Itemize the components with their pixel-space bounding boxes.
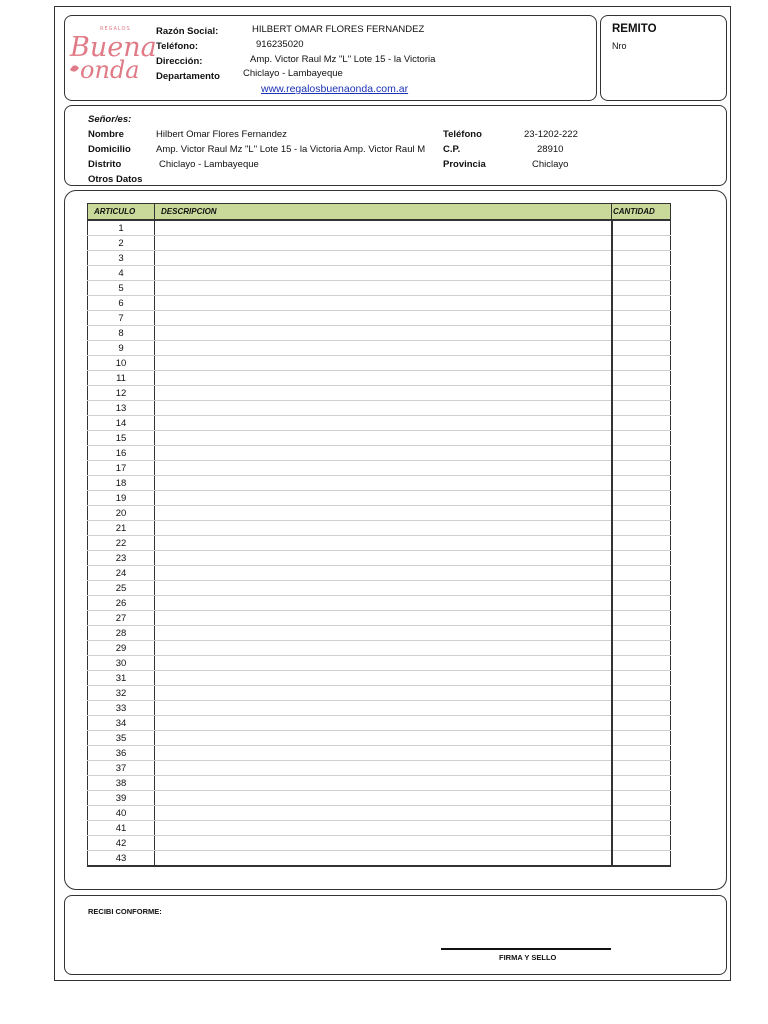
row-description-cell[interactable] [155,671,612,686]
row-description-cell[interactable] [155,251,612,266]
cp-value: 28910 [537,144,564,155]
row-quantity-cell[interactable] [612,476,671,491]
row-number: 20 [88,506,155,521]
table-row [88,746,671,761]
row-description-cell[interactable] [155,371,612,386]
row-description-cell[interactable] [155,491,612,506]
table-row [88,641,671,656]
row-number: 35 [88,731,155,746]
row-quantity-cell[interactable] [612,356,671,371]
row-number: 25 [88,581,155,596]
row-number: 29 [88,641,155,656]
table-row [88,266,671,281]
website-link[interactable]: www.regalosbuenaonda.com.ar [261,83,409,95]
otros-label: Otros Datos [88,174,143,185]
nombre-label: Nombre [88,129,124,140]
signature-box [64,895,727,975]
row-description-cell[interactable] [155,431,612,446]
row-number: 3 [88,251,155,266]
table-row [88,806,671,821]
telefono-value: 23-1202-222 [524,129,578,140]
row-number: 23 [88,551,155,566]
row-description-cell[interactable] [155,356,612,371]
row-number: 10 [88,356,155,371]
table-row [88,551,671,566]
table-row [88,836,671,851]
table-row [88,446,671,461]
row-quantity-cell[interactable] [612,806,671,821]
table-row [88,761,671,776]
table-row [88,626,671,641]
row-description-cell[interactable] [155,236,612,251]
row-quantity-cell[interactable] [612,371,671,386]
row-quantity-cell[interactable] [612,581,671,596]
row-quantity-cell[interactable] [612,776,671,791]
row-description-cell[interactable] [155,686,612,701]
row-number: 17 [88,461,155,476]
table-row [88,686,671,701]
table-row [88,296,671,311]
row-quantity-cell[interactable] [612,296,671,311]
tel-label: Teléfono: [156,41,199,52]
row-number: 40 [88,806,155,821]
row-number: 42 [88,836,155,851]
row-description-cell[interactable] [155,326,612,341]
row-description-cell[interactable] [155,581,612,596]
row-number: 12 [88,386,155,401]
row-quantity-cell[interactable] [612,536,671,551]
row-quantity-cell[interactable] [612,326,671,341]
table-row [88,791,671,806]
row-description-cell[interactable] [155,401,612,416]
items-body [88,220,671,866]
row-quantity-cell[interactable] [612,671,671,686]
row-description-cell[interactable] [155,446,612,461]
row-number: 39 [88,791,155,806]
table-row [88,671,671,686]
row-description-cell[interactable] [155,836,612,851]
buena-onda-logo [66,22,157,84]
table-row [88,356,671,371]
row-number: 36 [88,746,155,761]
row-quantity-cell[interactable] [612,446,671,461]
nro-label: Nro [612,41,627,51]
row-number: 27 [88,611,155,626]
row-quantity-cell[interactable] [612,251,671,266]
row-description-cell[interactable] [155,641,612,656]
table-row [88,581,671,596]
table-row [88,776,671,791]
table-row [88,566,671,581]
row-description-cell[interactable] [155,701,612,716]
row-description-cell[interactable] [155,761,612,776]
table-row [88,821,671,836]
firma-label: FIRMA Y SELLO [499,953,557,962]
row-quantity-cell[interactable] [612,461,671,476]
row-description-cell[interactable] [155,806,612,821]
row-number: 19 [88,491,155,506]
recibi-label: RECIBI CONFORME: [88,907,162,916]
row-description-cell[interactable] [155,266,612,281]
row-quantity-cell[interactable] [612,266,671,281]
row-number: 14 [88,416,155,431]
row-quantity-cell[interactable] [612,656,671,671]
row-description-cell[interactable] [155,521,612,536]
table-row [88,461,671,476]
table-row [88,416,671,431]
row-number: 4 [88,266,155,281]
row-description-cell[interactable] [155,776,612,791]
row-quantity-cell[interactable] [612,386,671,401]
items-table [87,203,671,867]
table-row [88,731,671,746]
row-description-cell[interactable] [155,746,612,761]
row-description-cell[interactable] [155,731,612,746]
row-description-cell[interactable] [155,341,612,356]
row-number: 15 [88,431,155,446]
table-row [88,656,671,671]
razon-value: HILBERT OMAR FLORES FERNANDEZ [252,24,425,35]
row-description-cell[interactable] [155,416,612,431]
row-quantity-cell[interactable] [612,416,671,431]
dep-label: Departamento [156,71,220,82]
row-quantity-cell[interactable] [612,716,671,731]
table-row [88,386,671,401]
row-description-cell[interactable] [155,596,612,611]
row-number: 38 [88,776,155,791]
cp-label: C.P. [443,144,461,155]
row-quantity-cell[interactable] [612,311,671,326]
row-number: 5 [88,281,155,296]
row-number: 28 [88,626,155,641]
row-number: 13 [88,401,155,416]
table-row [88,536,671,551]
header-cantidad: CANTIDAD [612,204,671,221]
table-row [88,251,671,266]
distrito-label: Distrito [88,159,122,170]
row-quantity-cell[interactable] [612,851,671,867]
row-description-cell[interactable] [155,386,612,401]
row-number: 7 [88,311,155,326]
logo-small-text: REGALOS [100,26,131,32]
row-number: 37 [88,761,155,776]
row-quantity-cell[interactable] [612,281,671,296]
header-articulo: ARTICULO [88,204,155,221]
row-quantity-cell[interactable] [612,521,671,536]
row-description-cell[interactable] [155,296,612,311]
header-descripcion: DESCRIPCION [155,204,612,221]
row-description-cell[interactable] [155,626,612,641]
row-number: 43 [88,851,155,867]
table-row [88,281,671,296]
row-quantity-cell[interactable] [612,431,671,446]
table-row [88,596,671,611]
signature-line [441,948,611,950]
row-quantity-cell[interactable] [612,641,671,656]
row-number: 31 [88,671,155,686]
row-number: 2 [88,236,155,251]
razon-label: Razón Social: [156,26,219,37]
row-quantity-cell[interactable] [612,341,671,356]
row-quantity-cell[interactable] [612,821,671,836]
row-description-cell[interactable] [155,506,612,521]
row-quantity-cell[interactable] [612,746,671,761]
domicilio-label: Domicilio [88,144,131,155]
row-quantity-cell[interactable] [612,701,671,716]
row-quantity-cell[interactable] [612,220,671,236]
row-number: 8 [88,326,155,341]
row-number: 32 [88,686,155,701]
logo-line2: onda [80,56,140,84]
row-quantity-cell[interactable] [612,236,671,251]
row-number: 11 [88,371,155,386]
row-description-cell[interactable] [155,476,612,491]
row-description-cell[interactable] [155,791,612,806]
row-quantity-cell[interactable] [612,596,671,611]
row-number: 9 [88,341,155,356]
table-row [88,371,671,386]
row-quantity-cell[interactable] [612,611,671,626]
distrito-value: Chiclayo - Lambayeque [159,159,259,170]
row-quantity-cell[interactable] [612,731,671,746]
logo-line1: Buena [70,32,157,63]
table-row [88,701,671,716]
provincia-label: Provincia [443,159,486,170]
table-row [88,491,671,506]
row-quantity-cell[interactable] [612,566,671,581]
row-description-cell[interactable] [155,716,612,731]
table-row [88,476,671,491]
row-description-cell[interactable] [155,821,612,836]
row-quantity-cell[interactable] [612,836,671,851]
table-row [88,506,671,521]
client-heading: Señor/es: [88,114,132,125]
row-description-cell[interactable] [155,656,612,671]
table-row [88,326,671,341]
row-quantity-cell[interactable] [612,401,671,416]
row-number: 41 [88,821,155,836]
row-quantity-cell[interactable] [612,686,671,701]
items-header-row [88,204,671,221]
row-description-cell[interactable] [155,220,612,236]
table-row [88,431,671,446]
domicilio-value: Amp. Victor Raul Mz "L" Lote 15 - la Victoria Amp. Victor Raul M [156,144,426,155]
row-quantity-cell[interactable] [612,761,671,776]
row-description-cell[interactable] [155,551,612,566]
row-quantity-cell[interactable] [612,491,671,506]
row-quantity-cell[interactable] [612,791,671,806]
row-number: 1 [88,220,155,236]
table-row [88,236,671,251]
nombre-value: Hilbert Omar Flores Fernandez [156,129,287,140]
row-number: 16 [88,446,155,461]
row-description-cell[interactable] [155,851,612,867]
tel-value: 916235020 [256,39,304,50]
row-number: 6 [88,296,155,311]
row-description-cell[interactable] [155,566,612,581]
row-number: 30 [88,656,155,671]
row-description-cell[interactable] [155,611,612,626]
row-number: 22 [88,536,155,551]
row-number: 21 [88,521,155,536]
telefono-label: Teléfono [443,129,482,140]
row-number: 33 [88,701,155,716]
row-number: 24 [88,566,155,581]
table-row [88,311,671,326]
table-row [88,611,671,626]
table-row [88,521,671,536]
row-description-cell[interactable] [155,461,612,476]
row-quantity-cell[interactable] [612,551,671,566]
table-row [88,851,671,867]
row-description-cell[interactable] [155,281,612,296]
remito-title: REMITO [612,23,657,35]
row-quantity-cell[interactable] [612,626,671,641]
row-number: 26 [88,596,155,611]
row-number: 18 [88,476,155,491]
row-quantity-cell[interactable] [612,506,671,521]
row-description-cell[interactable] [155,311,612,326]
table-row [88,716,671,731]
provincia-value: Chiclayo [532,159,569,170]
table-row [88,401,671,416]
table-row [88,341,671,356]
row-description-cell[interactable] [155,536,612,551]
row-number: 34 [88,716,155,731]
table-row [88,220,671,236]
dir-value: Amp. Victor Raul Mz "L" Lote 15 - la Victoria [250,54,436,65]
dir-label: Dirección: [156,56,203,67]
dep-value: Chiclayo - Lambayeque [243,68,343,79]
